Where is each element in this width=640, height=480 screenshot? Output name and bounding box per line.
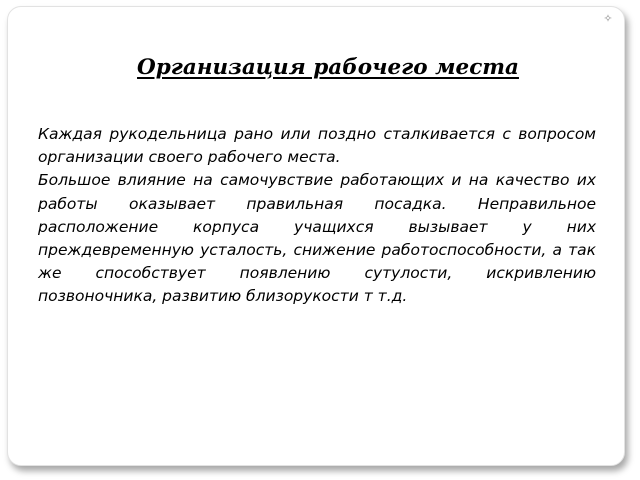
paragraph-intro: Каждая рукодельница рано или поздно сталкивается с вопросом организации своего рабочего места.: [38, 125, 596, 167]
slide-body: [38, 123, 596, 309]
star-icon: ✧: [603, 12, 613, 25]
slide-title: Организация рабочего места: [137, 55, 519, 80]
paragraph-posture: Большое влияние на самочувствие работающих и на качество их работы оказывает правильная посадка. Неправильное расположение корпуса учащихся вызывает у них преждевременную усталость, снижение работоспособности, а так же способствует появлению сутулости, искривлению позвоночника, развитию близорукости т т.д.: [38, 171, 596, 306]
